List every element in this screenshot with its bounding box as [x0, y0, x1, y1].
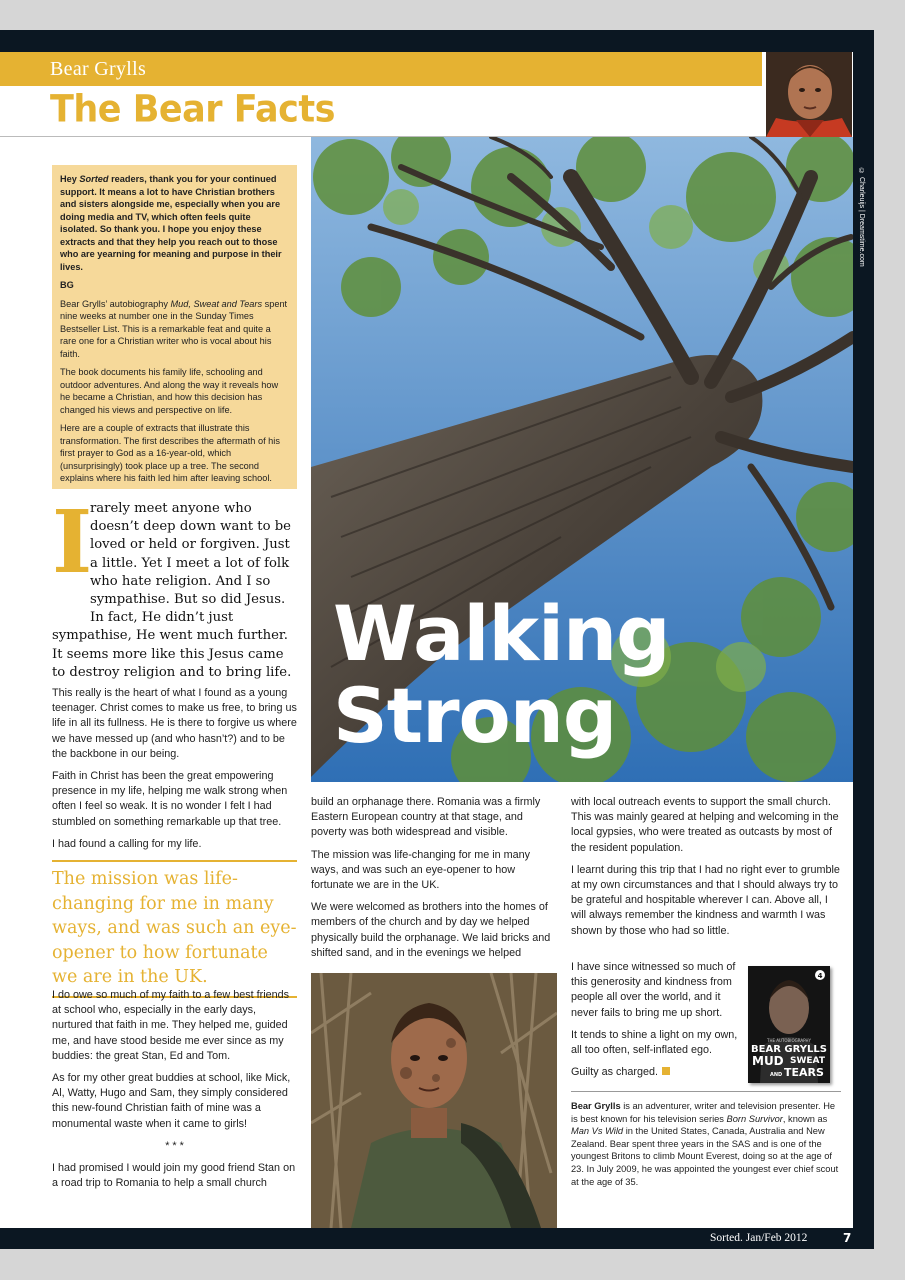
intro-paragraph: Bear Grylls’ autobiography Mud, Sweat and Tears spent nine weeks at number one in the Sunday Times Bestseller List. This is a remarkable feat and quite a rare one for a Christian writer who is vocal about his faith.: [60, 298, 288, 359]
body-paragraph: Faith in Christ has been the great empowering presence in my life, helping me walk strong when often I feel so weak. It is no wonder I felt I had stumbled on something remarkable up that tree.: [52, 770, 288, 828]
body-paragraph: As for my other great buddies at school, like Mick, Al, Watty, Hugo and Sam, they simply considered this new-found Christian faith of mine was a monumental waste when it came to girls!: [52, 1072, 291, 1130]
author-portrait: [766, 52, 852, 137]
body-paragraph: I learnt during this trip that I had no right ever to grumble at my own circumstances and that I should always try to be grateful and hospitable wherever I can. Above all, I will always remember the kindness and warmth I was shown by those who had so little.: [571, 863, 840, 937]
book-title-and: AND: [770, 1072, 783, 1078]
intro-signoff: BG: [60, 280, 74, 290]
book-cover: [748, 966, 830, 1083]
body-paragraph: I do owe so much of my faith to a few best friends at school who, especially in the early days, nurtured that faith in me. They helped me, guided me, and have stood beside me ever since as my buddies: the great Stan, Ed and Tom.: [52, 989, 290, 1062]
book-cover-art: [748, 966, 830, 1083]
kicker-label: Bear Grylls: [50, 58, 147, 80]
book-subtitle: THE AUTOBIOGRAPHY: [767, 1038, 811, 1043]
photo-credit: © Charleuijs | Dreamstime.com: [858, 168, 865, 267]
book-title-tears: TEARS: [784, 1066, 824, 1079]
book-author: BEAR GRYLLS: [751, 1044, 827, 1055]
body-paragraph: The mission was life-changing for me in many ways, and was such an eye-opener to how fortunate we are in the UK.: [311, 848, 531, 892]
body-paragraph: It tends to shine a light on my own, all too often, self-inflated ego.: [571, 1028, 738, 1057]
end-mark-icon: [662, 1067, 670, 1075]
book-title-sweat: SWEAT: [790, 1056, 825, 1066]
body-paragraph: We were welcomed as brothers into the homes of members of the church and by day we helped physically build the orphanage. We laid bricks and shifted sand, and in the evenings we helped: [311, 901, 551, 959]
bio-name: Bear Grylls: [571, 1101, 621, 1111]
page-title: The Bear Facts: [50, 88, 335, 132]
headline-line-1: Walking: [333, 589, 670, 678]
body-paragraph: I had promised I would join my good friend Stan on a road trip to Romania to help a small church: [52, 1162, 296, 1190]
body-paragraph: This really is the heart of what I found as a young teenager. Christ comes to make us free, to bring us life in all its fullness. He is there to forgive us where we have messed up (and who hasn’t?) and to be the backbone in our being.: [52, 687, 297, 760]
page-number: 7: [843, 1231, 852, 1245]
column-2: [311, 795, 556, 968]
body-paragraph: I had found a calling for my life.: [52, 837, 202, 850]
drop-cap: I: [52, 492, 93, 593]
intro-paragraph: Here are a couple of extracts that illustrate this transformation. The first describes the aftermath of his first prayer to God as a 16-year-old, which (unsurprisingly) took place up a tree. The second explains where his faith led him after leaving school.: [60, 423, 280, 483]
column-1: [52, 686, 297, 859]
top-bar: [0, 30, 874, 52]
section-break: * * *: [165, 1139, 184, 1152]
headline-line-2: Strong: [333, 671, 617, 760]
drop-cap-spacer: [52, 492, 93, 610]
bear-photo-illustration: [311, 973, 557, 1228]
body-paragraph: build an orphanage there. Romania was a firmly Eastern European country at that stage, and poverty was both widespread and visible.: [311, 796, 541, 839]
kicker-bar: [0, 52, 762, 86]
author-bio: Bear Grylls is an adventurer, writer and television presenter. He is best known for his television series Born Survivor, known as Man Vs Wild in the United States, Canada, Australia and New Zealand. Bear spent three years in the SAS and is one of the youngest Britons to climb Mount Everest, doing so at the age of 23. In July 2009, he was appointed the youngest ever chief scout at the age of 35.: [571, 1091, 841, 1188]
column-3-wrap: [571, 960, 741, 1087]
intro-box: [52, 165, 297, 489]
magazine-page: [0, 30, 874, 1249]
intro-paragraph: The book documents his family life, schooling and outdoor adventures. And along the way it reveals how he became a Christian, and how this decision has changed his views and perspective on life.: [60, 367, 279, 415]
portrait-illustration: [766, 52, 852, 137]
page-footer: [0, 1228, 874, 1249]
book-title-mud: MUD: [752, 1054, 784, 1068]
lead-text: rarely meet anyone who doesn’t deep down want to be loved or held or forgiven. Just a little. Yet I meet a lot of folk who hate religion. And I so sympathise. But so did Jesus. In fact, He didn’t just sympathise, He went much further. It seems more like this Jesus came to destroy religion and to bring life.: [52, 501, 292, 680]
pull-quote: The mission was life-changing for me in many ways, and was such an eye-opener to how fortunate we are in the UK.: [52, 860, 297, 998]
column-3: [571, 795, 841, 946]
book-badge: 4: [817, 972, 823, 980]
body-paragraph: with local outreach events to support the small church. This was mainly geared at helping and welcoming in the local gypsies, who were treated as outcasts by most of the resident population.: [571, 796, 839, 854]
column-1-continued: [52, 988, 297, 1198]
headline: [333, 589, 670, 760]
bear-grylls-photo: [311, 973, 557, 1228]
lead-paragraph: [52, 492, 297, 682]
closing-paragraph: Guilty as charged.: [571, 1065, 741, 1080]
publication-issue: Sorted. Jan/Feb 2012: [710, 1232, 808, 1244]
intro-greeting: Hey Sorted readers, thank you for your continued support. It means a lot to have Christian brothers and sisters alongside me, especially when you are doing media and TV, which often feels quite isolated. So thank you. I hope you enjoy these extracts and that they help you reach out to those who are yearning for meaning and purpose in their lives.: [60, 174, 282, 272]
body-paragraph: I have since witnessed so much of this generosity and kindness from people all over the world, and it never fails to bring me up short.: [571, 961, 736, 1019]
